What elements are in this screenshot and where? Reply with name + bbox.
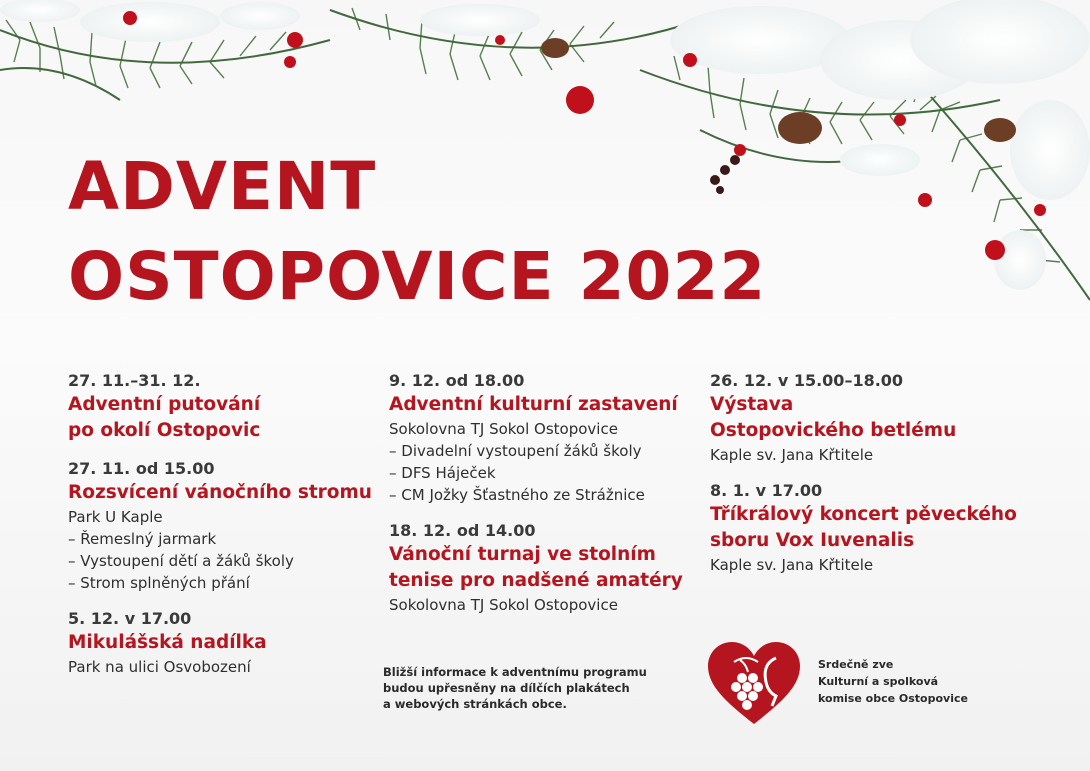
event-name: Ostopovického betlému xyxy=(710,420,957,441)
event-name: Vánoční turnaj ve stolním xyxy=(389,544,656,565)
event-subitem: – Strom splněných přání xyxy=(68,574,250,592)
info-note-line: budou upřesněny na dílčích plakátech xyxy=(383,681,630,695)
event-tree-lighting xyxy=(68,458,398,594)
event-name: Tříkrálový koncert pěveckého xyxy=(710,504,1017,525)
program-column-2 xyxy=(389,370,719,630)
event-name: sboru Vox Iuvenalis xyxy=(710,530,915,551)
info-note-line: Bližší informace k adventnímu programu xyxy=(383,665,647,679)
event-mikulas xyxy=(68,608,398,678)
event-name: Adventní kulturní zastavení xyxy=(389,394,678,415)
event-subitem: – CM Jožky Šťastného ze Strážnice xyxy=(389,486,645,504)
event-name: Výstava xyxy=(710,394,794,415)
event-table-tennis xyxy=(389,520,719,616)
event-date: 27. 11.–31. 12. xyxy=(68,371,201,390)
event-location: Kaple sv. Jana Křtitele xyxy=(710,556,874,574)
event-location: Sokolovna TJ Sokol Ostopovice xyxy=(389,420,618,438)
title-line-1: ADVENT xyxy=(68,148,377,225)
event-name: Mikulášská nadílka xyxy=(68,632,267,653)
heart-grapes-sickle-logo xyxy=(706,640,802,726)
event-three-kings-concert xyxy=(710,480,1060,576)
event-subitem: – Vystoupení dětí a žáků školy xyxy=(68,552,294,570)
event-date: 27. 11. od 15.00 xyxy=(68,459,215,478)
organizer-line: Srdečně zve xyxy=(818,658,894,671)
event-name: po okolí Ostopovic xyxy=(68,420,261,441)
program-column-3 xyxy=(710,370,1060,590)
event-name: Adventní putování xyxy=(68,394,261,415)
info-note xyxy=(383,664,683,712)
event-advent-walk xyxy=(68,370,398,444)
event-date: 18. 12. od 14.00 xyxy=(389,521,536,540)
event-subitem: – DFS Háječek xyxy=(389,464,496,482)
event-name: tenise pro nadšené amatéry xyxy=(389,570,683,591)
info-note-line: a webových stránkách obce. xyxy=(383,697,567,711)
event-date: 5. 12. v 17.00 xyxy=(68,609,192,628)
event-date: 9. 12. od 18.00 xyxy=(389,371,525,390)
title-line-2: OSTOPOVICE 2022 xyxy=(68,238,767,315)
event-cultural-stop xyxy=(389,370,719,506)
event-location: Sokolovna TJ Sokol Ostopovice xyxy=(389,596,618,614)
event-subitem: – Řemeslný jarmark xyxy=(68,530,217,548)
event-date: 8. 1. v 17.00 xyxy=(710,481,823,500)
event-location: Park na ulici Osvobození xyxy=(68,658,251,676)
program-column-1 xyxy=(68,370,398,692)
organizer-line: Kulturní a spolková xyxy=(818,675,939,688)
organizer-line: komise obce Ostopovice xyxy=(818,692,968,705)
event-date: 26. 12. v 15.00–18.00 xyxy=(710,371,904,390)
event-nativity-exhibition xyxy=(710,370,1060,466)
event-name: Rozsvícení vánočního stromu xyxy=(68,482,372,503)
organizer-signature xyxy=(818,656,1018,707)
event-location: Park U Kaple xyxy=(68,508,163,526)
event-location: Kaple sv. Jana Křtitele xyxy=(710,446,874,464)
event-subitem: – Divadelní vystoupení žáků školy xyxy=(389,442,642,460)
